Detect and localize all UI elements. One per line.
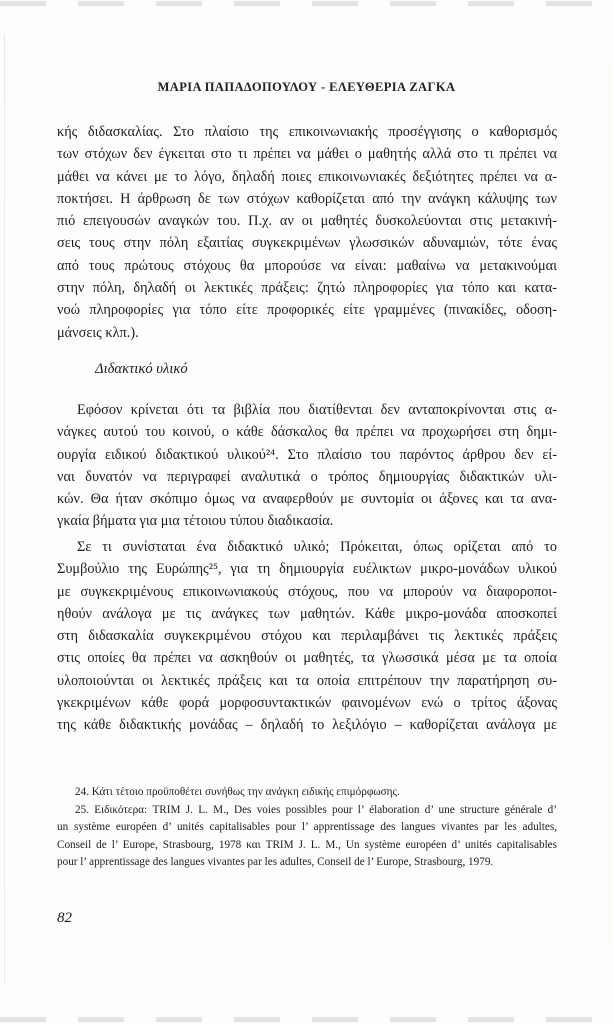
text-line: Συμβούλιο της Ευρώπης²⁵, για τη δημιουργία ευέλικτων μικρο-μονάδων υλικού bbox=[57, 561, 557, 578]
footnotes-block bbox=[57, 784, 557, 872]
text-line: ναι δυνατόν να περιγραφεί αναλυτικά ο τρόπος δημιουργίας διδακτικών υλι- bbox=[57, 468, 557, 485]
scan-edge-artifact-top bbox=[0, 1, 613, 6]
text-line: νοώ πληροφορίες για τόπο είτε προφορικές είτε γραμμένες (πινακίδες, οδοση- bbox=[57, 302, 557, 319]
scan-edge-artifact-left bbox=[4, 34, 5, 984]
text-line: στις οποίες θα πρέπει να ασκηθούν οι μαθητές, τα γλωσσικά μέσα με τα οποία bbox=[57, 650, 557, 667]
page-number: 82 bbox=[57, 910, 72, 926]
text-line: στην πόλη, δηλαδή οι λεκτικές πράξεις: ζητώ πληροφορίες για τόπο και κατα- bbox=[57, 280, 557, 297]
text-line: μάνσεις κλπ.). bbox=[57, 324, 139, 341]
text-line: ουργία ειδικού διδακτικού υλικού²⁴. Στο πλαίσιο του παρόντος άρθρου δεν εί- bbox=[57, 446, 557, 463]
text-line: από τους πρώτους στόχους θα μπορούσε να είναι: μαθαίνω να μετακινούμαι bbox=[57, 257, 557, 274]
scan-edge-artifact-right bbox=[609, 60, 610, 944]
text-line: πιό επειγουσών αναγκών του. Π.χ. αν οι μαθητές δυσκολεύονται στις μετακινή- bbox=[57, 213, 557, 230]
text-line: υλοποιούνται οι λεκτικές πράξεις και τα οποία επιτρέπουν την παρατήρηση συ- bbox=[57, 672, 557, 689]
running-head-authors: ΜΑΡΙΑ ΠΑΠΑΔΟΠΟΥΛΟΥ - ΕΛΕΥΘΕΡΙΑ ΖΑΓΚΑ bbox=[157, 80, 456, 94]
scan-edge-artifact-bottom bbox=[0, 1017, 613, 1022]
text-line: σεις τους στην πόλη εξαιτίας συγκεκριμένων γλωσσικών αδυναμιών, τότε ένας bbox=[57, 235, 557, 252]
text-line: νάγκες αυτού του κοινού, ο κάθε δάσκαλος θα πρέπει να προχωρήσει στη δημι- bbox=[57, 424, 557, 441]
text-line: γκεκριμένων κάθε φορά μορφοσυντακτικών φαινομένων ενώ ο τρίτος άξονας bbox=[57, 695, 557, 712]
text-line: ποκτήσει. Η άρθρωση δε των στόχων καθορίζεται από την ανάγκη κάλυψης των bbox=[57, 190, 557, 207]
text-line: pour l’ apprentissage des langues vivantes par les adultes, Conseil de l’ Europe, Strasbourg, 1979. bbox=[57, 856, 494, 868]
text-line: Conseil de l’ Europe, Strasbourg, 1978 και TRIM J. L. M., Un système européen d’ unités capitalisables bbox=[57, 838, 557, 851]
paragraph-didactic-material-2 bbox=[57, 536, 557, 737]
text-line: un système européen d’ unités capitalisables pour l’ apprentissage des langues vivantes par les adultes, bbox=[57, 821, 557, 833]
text-line: κών. Θα ήταν σκόπιμο όμως να αναφερθούν με συντομία οι άξονες και τα ανα- bbox=[57, 491, 557, 508]
text-line: Σε τι συνίσταται ένα διδακτικό υλικό; Πρόκειται, όπως ορίζεται από το bbox=[77, 539, 557, 555]
text-line: 24. Κάτι τέτοιο προϋποθέτει συνήθως την ανάγκη ειδικής επιμόρφωσης. bbox=[75, 786, 400, 798]
text-line: ηθούν ανάλογα με τις ανάγκες των μαθητών. Κάθε μικρο-μονάδα αποσκοπεί bbox=[57, 605, 557, 622]
text-line: με συγκεκριμένους επικοινωνιακούς στόχους, που να μπορούν να διαφοροποι- bbox=[57, 583, 557, 600]
text-line: των στόχων δεν έγκειται στο τι πρέπει να μάθει ο μαθητής αλλά στο τι πρέπει να bbox=[57, 146, 557, 163]
text-line: κής διδασκαλίας. Στο πλαίσιο της επικοινωνιακής προσέγγισης ο καθορισμός bbox=[57, 124, 557, 140]
text-line: στη διδασκαλία συγκεκριμένου στόχου και περιλαμβάνει τις λεκτικές πράξεις bbox=[57, 628, 557, 645]
text-line: της κάθε διδακτικής μονάδας – δηλαδή το λεξιλόγιο – καθορίζεται ανάλογα με bbox=[57, 717, 557, 734]
text-line: Εφόσον κρίνεται ότι τα βιβλία που διατίθενται δεν ανταποκρίνονται στις α- bbox=[77, 402, 557, 418]
text-line: 25. Ειδικότερα: TRIM J. L. M., Des voies possibles pour l’ élaboration d’ une structure générale d’ bbox=[75, 803, 557, 816]
paragraph-continuation bbox=[57, 121, 557, 344]
text-line: μάθει να κάνει με το λόγο, δηλαδή ποιες επικοινωνιακές δεξιότητες πρέπει να α- bbox=[57, 168, 557, 185]
section-heading: Διδακτικό υλικό bbox=[95, 361, 188, 377]
paragraph-didactic-material-1 bbox=[57, 399, 557, 533]
text-line: γκαία βήματα για μια τέτοιου τύπου διαδικασία. bbox=[57, 513, 334, 530]
